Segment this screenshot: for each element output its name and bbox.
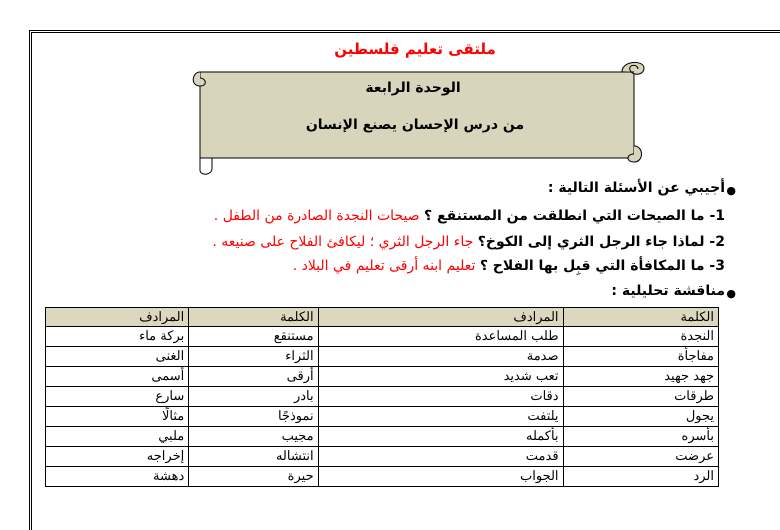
cell-word: يجول	[563, 407, 718, 427]
header-word: الكلمة	[189, 308, 318, 327]
answer-3-text: تعليم ابنه أرقى تعليم في البلاد .	[292, 258, 476, 274]
cell-word: عرضت	[563, 447, 718, 467]
cell-synonym: ملبي	[46, 427, 189, 447]
table-row	[46, 387, 719, 407]
cell-synonym: صدمة	[318, 347, 563, 367]
cell-synonym: إخراجه	[46, 447, 189, 467]
cell-word: بادر	[189, 387, 318, 407]
cell-word: النجدة	[563, 327, 718, 347]
cell-synonym: أسمى	[46, 367, 189, 387]
cell-word: أرقى	[189, 367, 318, 387]
cell-synonym: مثالًا	[46, 407, 189, 427]
cell-word: حيرة	[189, 467, 318, 487]
cell-synonym: دقات	[318, 387, 563, 407]
cell-synonym: قدمت	[318, 447, 563, 467]
cell-word: جهد جهيد	[563, 367, 718, 387]
question-3	[293, 258, 725, 274]
cell-synonym: دهشة	[46, 467, 189, 487]
cell-word: الثراء	[189, 347, 318, 367]
table-row	[46, 347, 719, 367]
bullet-icon: ●	[726, 184, 736, 197]
cell-synonym: بركة ماء	[46, 327, 189, 347]
answer-1-text: صيحات النجدة الصادرة من الطفل .	[213, 208, 420, 224]
cell-synonym: يلتفت	[318, 407, 563, 427]
lesson-title: من درس الإحسان يصنع الإنسان	[305, 117, 525, 133]
header-synonym: المرادف	[46, 308, 189, 327]
table-header-row	[46, 308, 719, 327]
cell-word: نموذجًا	[189, 407, 318, 427]
table-row	[46, 327, 719, 347]
cell-word: بأسره	[563, 427, 718, 447]
analysis-heading: مناقشة تحليلية :	[611, 283, 725, 299]
answer-2-text: جاء الرجل الثري ؛ ليكافئ الفلاح على صنيعه .	[212, 234, 474, 250]
question-2-text: 2- لماذا جاء الرجل الثري إلى الكوخ؟	[477, 234, 725, 250]
question-2	[212, 234, 725, 250]
header-word: الكلمة	[563, 308, 718, 327]
exercise-heading: أجيبي عن الأسئلة التالية :	[547, 180, 725, 196]
table-row	[46, 467, 719, 487]
cell-word: الرد	[563, 467, 718, 487]
question-1	[214, 208, 725, 224]
cell-synonym: تعب شديد	[318, 367, 563, 387]
cell-synonym: الجواب	[318, 467, 563, 487]
cell-synonym: طلب المساعدة	[318, 327, 563, 347]
table-row	[46, 447, 719, 467]
cell-synonym: الغنى	[46, 347, 189, 367]
cell-word: مفاجأة	[563, 347, 718, 367]
cell-word: مستنقع	[189, 327, 318, 347]
unit-title: الوحدة الرابعة	[365, 80, 461, 96]
synonyms-table	[45, 307, 719, 487]
cell-word: طرقات	[563, 387, 718, 407]
table-row	[46, 367, 719, 387]
cell-word: مجيب	[189, 427, 318, 447]
cell-synonym: بأكمله	[318, 427, 563, 447]
header-synonym: المرادف	[318, 308, 563, 327]
cell-word: انتشاله	[189, 447, 318, 467]
site-title: ملتقى تعليم فلسطين	[334, 40, 496, 58]
table-row	[46, 427, 719, 447]
bullet-icon: ●	[726, 287, 736, 300]
table-row	[46, 407, 719, 427]
cell-synonym: سارع	[46, 387, 189, 407]
question-1-text: 1- ما الصيحات التي انطلقت من المستنقع ؟	[424, 208, 725, 224]
question-3-text: 3- ما المكافأة التي قبِل بها الفلاح ؟	[479, 258, 725, 274]
